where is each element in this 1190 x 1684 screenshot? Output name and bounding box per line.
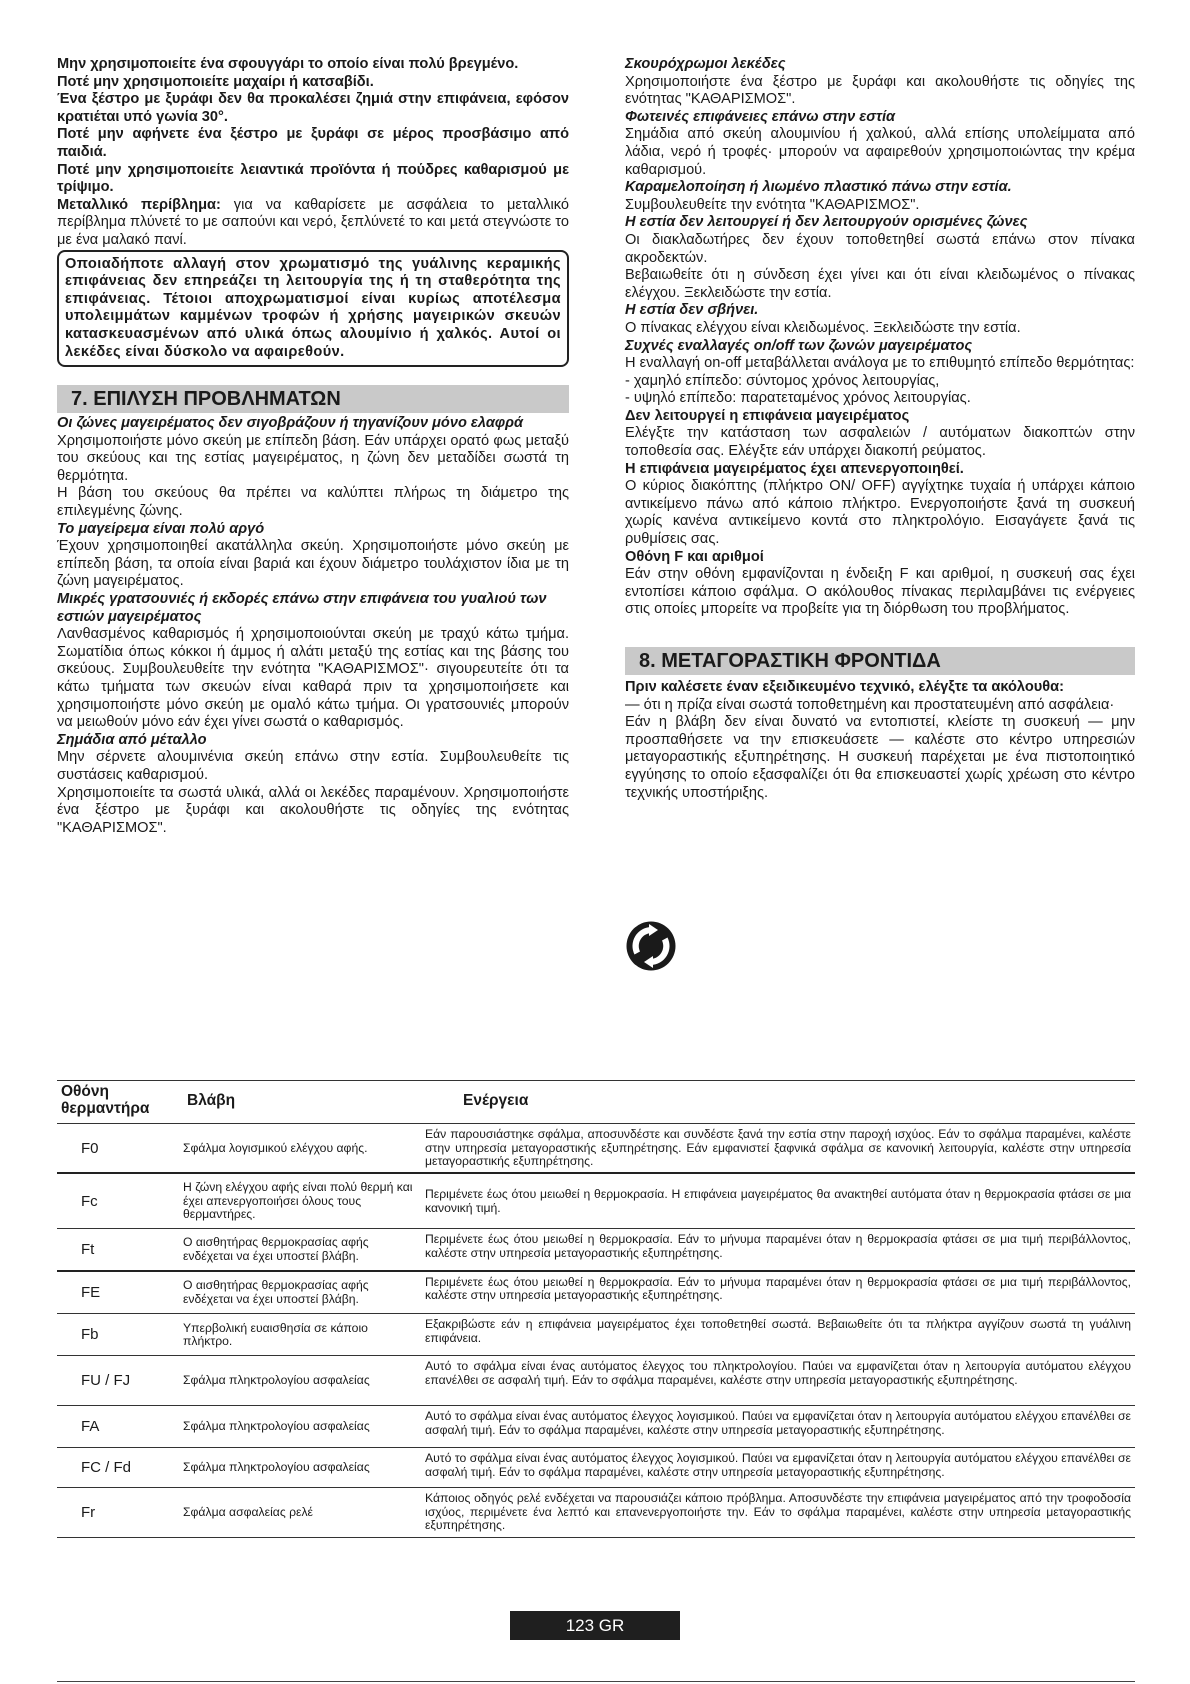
- metal-casing-label: Μεταλλικό περίβλημα:: [57, 196, 221, 213]
- warning-scraper-children: Ποτέ μην αφήνετε ένα ξέστρο με ξυράφι σε μέρος προσβάσιμο από παιδιά.: [57, 126, 569, 160]
- troubleshoot-text-shiny: Σημάδια από σκεύη αλουμινίου ή χαλκού, αλλά επίσης υπολείμματα από λάδια, νερό ή τροφές· μπορούν να αφαιρεθούν χρησιμοποιώντας την κρέμα καθαρισμού.: [625, 126, 1135, 178]
- error-code: FU / FJ: [57, 1356, 179, 1406]
- page-number: 123 GR: [510, 1611, 680, 1640]
- troubleshoot-text-dark-stains: Χρησιμοποιήστε ένα ξέστρο με ξυράφι και ακολουθήστε τις οδηγίες της ενότητας "ΚΑΘΑΡΙΣΜΟΣ".: [625, 73, 1135, 108]
- error-action: Περιμένετε έως ότου μειωθεί η θερμοκρασία. Εάν το μήνυμα παραμένει όταν η θερμοκρασία φτάσει σε μια τιμή περιβάλλοντος, καλέστε στην υπηρεσία μεταγοραστικής εξυπηρέτησης.: [421, 1271, 1135, 1314]
- error-fault: Σφάλμα πληκτρολογίου ασφαλείας: [179, 1356, 421, 1406]
- error-action: Εξακριβώστε εάν η επιφάνεια μαγειρέματος έχει τοποθετηθεί σωστά. Βεβαιωθείτε ότι τα πλήκτρα αγγίζουν σωστά τη γυάλινη επιφάνεια.: [421, 1314, 1135, 1356]
- after-sales-text-1: — ότι η πρίζα είναι σωστά τοποθετημένη και προστατευμένη από ασφάλεια·: [625, 696, 1115, 713]
- troubleshoot-text-metal-marks-1: Μην σέρνετε αλουμινένια σκεύη επάνω στην εστία. Συμβουλευθείτε τις συστάσεις καθαρισμού.: [57, 749, 569, 783]
- error-action: Περιμένετε έως ότου μειωθεί η θερμοκρασία. Εάν το μήνυμα παραμένει όταν η θερμοκρασία φτάσει σε μια τιμή περιβάλλοντος, καλέστε στην υπηρεσία μεταγοραστικής εξυπηρέτησης.: [421, 1229, 1135, 1271]
- troubleshoot-heading-switched-off: Η επιφάνεια μαγειρέματος έχει απενεργοποιηθεί.: [625, 460, 964, 477]
- table-row: [57, 1356, 1135, 1406]
- table-row: [57, 1271, 1135, 1314]
- error-fault: Σφάλμα πληκτρολογίου ασφαλείας: [179, 1406, 421, 1448]
- troubleshoot-heading-caramel: Καραμελοποίηση ή λιωμένο πλαστικό πάνω στην εστία.: [625, 179, 1012, 196]
- troubleshoot-text-f-display: Εάν στην οθόνη εμφανίζονται η ένδειξη F και αριθμοί, η συσκευή σας έχει εντοπίσει κάποιο σφάλμα. Ο ακόλουθος πίνακας περιλαμβάνει τις ενέργειες στις οποίες μπορείτε να προβείτε για τη διόρθωση του προβλήματος.: [625, 566, 1135, 618]
- troubleshoot-heading-slow: Το μαγείρεμα είναι πολύ αργό: [57, 520, 265, 537]
- error-code: FA: [57, 1406, 179, 1448]
- table-row: [57, 1229, 1135, 1271]
- right-column: [625, 56, 1135, 802]
- discoloration-notice: Οποιαδήποτε αλλαγή στον χρωματισμό της γυάλινης κεραμικής επιφάνειας δεν επηρεάζει τη λειτουργία της ή τη σταθερότητα της επιφάνειας. Τέτοιοι αποχρωματισμοί είναι κυρίως αποτέλεσμα υπολειμμάτων καμμένων τροφών ή χρήσης μαγειρικών σκευών κατασκευασμένων από υλικά όπως αλουμίνιο ή χαλκός. Αυτοί οι λεκέδες είναι δύσκολο να αφαιρεθούν.: [57, 250, 569, 368]
- warning-abrasives: Ποτέ μην χρησιμοποιείτε λειαντικά προϊόντα ή πούδρες καθαρισμού με τρίψιμο.: [57, 161, 569, 196]
- error-codes-table: [57, 1080, 1135, 1538]
- error-action: Αυτό το σφάλμα είναι ένας αυτόματος έλεγχος λογισμικού. Παύει να εμφανίζεται όταν η λειτουργία αυτόματου ελέγχου επανέλθει σε ασφαλή τιμή. Εάν το σφάλμα παραμένει, καλέστε στην υπηρεσία μεταγοραστικής εξυπηρέτησης.: [421, 1448, 1135, 1488]
- section-8-title: 8. ΜΕΤΑΓΟΡΑΣΤΙΚΗ ΦΡΟΝΤΙΔΑ: [625, 647, 1135, 675]
- error-code: Fb: [57, 1314, 179, 1356]
- troubleshoot-heading-dark-stains: Σκουρόχρωμοι λεκέδες: [625, 56, 786, 72]
- troubleshoot-text-metal-marks-2: Χρησιμοποιείτε τα σωστά υλικά, αλλά οι λεκέδες παραμένουν. Χρησιμοποιήστε ένα ξέστρο με ξυράφι και ακολουθήστε τις οδηγίες της ενότητας "ΚΑΘΑΡΙΣΜΟΣ".: [57, 784, 569, 836]
- error-code: Ft: [57, 1229, 179, 1271]
- header-display: Οθόνη θερμαντήρα: [57, 1081, 179, 1124]
- table-header-row: [57, 1081, 1135, 1124]
- error-action: Αυτό το σφάλμα είναι ένας αυτόματος έλεγχος λογισμικού. Παύει να εμφανίζεται όταν η λειτουργία αυτόματου ελέγχου επανέλθει σε ασφαλή τιμή. Εάν το σφάλμα παραμένει, καλέστε στην υπηρεσία μεταγοραστικής εξυπηρέτησης.: [421, 1406, 1135, 1448]
- troubleshoot-heading-not-working: Η εστία δεν λειτουργεί ή δεν λειτουργούν ορισμένες ζώνες: [625, 214, 1028, 231]
- warning-scraper-angle: Ένα ξέστρο με ξυράφι δεν θα προκαλέσει ζημιά στην επιφάνεια, εφόσον κρατιέται υπό γωνία 30°.: [57, 91, 569, 125]
- table-row: [57, 1406, 1135, 1448]
- table-row: [57, 1488, 1135, 1538]
- after-sales-text-2: Εάν η βλάβη δεν είναι δυνατό να εντοπιστεί, κλείστε τη συσκευή — μην προσπαθήσετε να την επισκευάσετε — καλέστε στο κέντρο υπηρεσιών μεταγοραστικής εξυπηρέτησης. Η συσκευή παρέχεται με ένα πιστοποιητικό εγγύησης το οποίο εξασφαλίζει ότι θα επισκευαστεί χωρίς χρέωση στο κέντρο τεχνικής υποστήριξης.: [625, 714, 1135, 801]
- error-fault: Ο αισθητήρας θερμοκρασίας αφής ενδέχεται να έχει υποστεί βλάβη.: [179, 1229, 421, 1271]
- troubleshoot-heading-shiny: Φωτεινές επιφάνειες επάνω στην εστία: [625, 108, 896, 125]
- green-dot-recycle-icon: [625, 920, 677, 972]
- metal-casing-text: για να καθαρίσετε με ασφάλεια το μεταλλικό περίβλημα πλύνετέ το με σαπούνι και νερό, ξεπλύνετέ το και μετά στεγνώστε το με ένα μαλακό πανί.: [57, 196, 569, 248]
- troubleshoot-heading-no-power: Δεν λειτουργεί η επιφάνεια μαγειρέματος: [625, 407, 910, 424]
- error-code: FC / Fd: [57, 1448, 179, 1488]
- table-row: [57, 1314, 1135, 1356]
- header-fault: Βλάβη: [179, 1081, 421, 1124]
- troubleshoot-heading-not-off: Η εστία δεν σβήνει.: [625, 302, 759, 319]
- troubleshoot-heading-scratches: Μικρές γρατσουνιές ή εκδορές επάνω στην επιφάνεια του γυαλιού των εστιών μαγειρέματος: [57, 591, 547, 625]
- troubleshoot-text-simmer-2: Η βάση του σκεύους θα πρέπει να καλύπτει πλήρως τη διάμετρο της επιλεγμένης ζώνης.: [57, 485, 569, 520]
- troubleshoot-text-onoff-low: - χαμηλό επίπεδο: σύντομος χρόνος λειτουργίας,: [625, 372, 940, 389]
- table-row: [57, 1173, 1135, 1229]
- after-sales-lead: Πριν καλέσετε έναν εξειδικευμένο τεχνικό, ελέγξτε τα ακόλουθα:: [625, 679, 1064, 695]
- error-fault: Ο αισθητήρας θερμοκρασίας αφής ενδέχεται να έχει υποστεί βλάβη.: [179, 1271, 421, 1314]
- error-code: F0: [57, 1124, 179, 1173]
- troubleshoot-text-caramel: Συμβουλευθείτε την ενότητα "ΚΑΘΑΡΙΣΜΟΣ".: [625, 196, 920, 213]
- error-action: Κάποιος οδηγός ρελέ ενδέχεται να παρουσιάζει κάποιο πρόβλημα. Αποσυνδέστε την επιφάνεια μαγειρέματος από την τροφοδοσία ισχύος, περιμένετε ένα λεπτό και επανενεργοποιήστε την. Εάν το σφάλμα παραμένει, καλέστε στην υπηρεσία μεταγοραστικής εξυπηρέτησης.: [421, 1488, 1135, 1538]
- left-column: [57, 56, 569, 837]
- error-fault: Σφάλμα λογισμικού ελέγχου αφής.: [179, 1124, 421, 1173]
- warning-sponge: Μην χρησιμοποιείτε ένα σφουγγάρι το οποίο είναι πολύ βρεγμένο.: [57, 56, 519, 72]
- error-code: Fr: [57, 1488, 179, 1538]
- error-fault: Η ζώνη ελέγχου αφής είναι πολύ θερμή και έχει απενεργοποιήσει όλους τους θερμαντήρες.: [179, 1173, 421, 1229]
- troubleshoot-heading-f-display: Οθόνη F και αριθμοί: [625, 548, 764, 565]
- error-action: Εάν παρουσιάστηκε σφάλμα, αποσυνδέστε και συνδέστε ξανά την εστία στην παροχή ισχύος. Εάν το σφάλμα παραμένει, καλέστε στην υπηρεσία μεταγοραστικής εξυπηρέτησης. Εάν εμφανιστεί ξαφνικά σφάλμα σε κανονική λειτουργία, καλέστε στην υπηρεσία μεταγοραστικής εξυπηρέτησης.: [421, 1124, 1135, 1173]
- error-code: Fc: [57, 1173, 179, 1229]
- table-row: [57, 1124, 1135, 1173]
- troubleshoot-text-scratches: Λανθασμένος καθαρισμός ή χρησιμοποιούνται σκεύη με τραχύ κάτω τμήμα. Σωματίδια όπως κόκκοι ή άμμος ή αλάτι μεταξύ της εστίας και της βάσης του σκεύους. Συμβουλευθείτε την ενότητα "ΚΑΘΑΡΙΣΜΟΣ"· σιγουρευτείτε ότι τα κάτω τμήματα των σκευών είναι καθαρά πριν τα χρησιμοποιήσετε και χρησιμοποιήστε μόνο σκεύη με ομαλό κάτω τμήμα. Οι γρατσουνιές μπορούν να μειωθούν μόνο εάν έχει γίνει σωστά ο καθαρισμός.: [57, 626, 569, 731]
- error-fault: Υπερβολική ευαισθησία σε κάποιο πλήκτρο.: [179, 1314, 421, 1356]
- troubleshoot-heading-metal-marks: Σημάδια από μέταλλο: [57, 731, 207, 748]
- troubleshoot-text-switched-off: Ο κύριος διακόπτης (πλήκτρο ON/ OFF) αγγίχτηκε τυχαία ή υπάρχει κάποιο αντικείμενο πάνω από κάποιο πλήκτρο. Ενεργοποιήστε ξανά τη συσκευή χωρίς κανένα αντικείμενο κοντά στο πληκτρολόγιο. Εισαγάγετε ξανά τις ρυθμίσεις σας.: [625, 478, 1135, 548]
- error-action: Αυτό το σφάλμα είναι ένας αυτόματος έλεγχος του πληκτρολογίου. Παύει να εμφανίζεται όταν η λειτουργία αυτόματου ελέγχου επανέλθει σε ασφαλή τιμή. Εάν το σφάλμα παραμένει, καλέστε στην υπηρεσία μεταγοραστικής εξυπηρέτησης.: [421, 1356, 1135, 1406]
- warning-knife: Ποτέ μην χρησιμοποιείτε μαχαίρι ή κατσαβίδι.: [57, 73, 374, 90]
- error-fault: Σφάλμα πληκτρολογίου ασφαλείας: [179, 1448, 421, 1488]
- header-action: Ενέργεια: [421, 1081, 1135, 1124]
- troubleshoot-heading-simmer: Οι ζώνες μαγειρέματος δεν σιγοβράζουν ή τηγανίζουν μόνο ελαφρά: [57, 415, 524, 432]
- troubleshoot-text-onoff: Η εναλλαγή on-off μεταβάλλεται ανάλογα με το επιθυμητό επίπεδο θερμότητας:: [625, 355, 1135, 372]
- troubleshoot-text-not-working-2: Βεβαιωθείτε ότι η σύνδεση έχει γίνει και ότι είναι κλειδωμένος ο πίνακας ελέγχου. Ξεκλειδώστε την εστία.: [625, 267, 1135, 301]
- section-7-title: 7. ΕΠΙΛΥΣΗ ΠΡΟΒΛΗΜΑΤΩΝ: [57, 385, 569, 413]
- troubleshoot-text-no-power: Ελέγξτε την κατάσταση των ασφαλειών / αυτόματων διακοπτών στην τοποθεσία σας. Ελέγξτε εάν υπάρχει διακοπή ρεύματος.: [625, 425, 1135, 460]
- troubleshoot-text-not-off: Ο πίνακας ελέγχου είναι κλειδωμένος. Ξεκλειδώστε την εστία.: [625, 319, 1021, 336]
- error-action: Περιμένετε έως ότου μειωθεί η θερμοκρασία. Η επιφάνεια μαγειρέματος θα ανακτηθεί αυτόματα όταν η θερμοκρασία φτάσει σε μια κανονική τιμή.: [421, 1173, 1135, 1229]
- table-row: [57, 1448, 1135, 1488]
- troubleshoot-text-not-working-1: Οι διακλαδωτήρες δεν έχουν τοποθετηθεί σωστά επάνω στον πίνακα ακροδεκτών.: [625, 231, 1135, 266]
- error-fault: Σφάλμα ασφαλείας ρελέ: [179, 1488, 421, 1538]
- metal-casing-paragraph: [57, 197, 569, 250]
- footer-divider: [57, 1681, 1135, 1682]
- troubleshoot-text-simmer-1: Χρησιμοποιήστε μόνο σκεύη με επίπεδη βάση. Εάν υπάρχει ορατό φως μεταξύ του σκεύους και της εστίας μαγειρέματος, η ζώνη δεν μεταδίδει σωστά τη θερμότητα.: [57, 432, 569, 484]
- troubleshoot-text-onoff-high: - υψηλό επίπεδο: παρατεταμένος χρόνος λειτουργίας.: [625, 390, 971, 407]
- troubleshoot-heading-onoff: Συχνές εναλλαγές on/off των ζωνών μαγειρέματος: [625, 337, 973, 354]
- error-code: FE: [57, 1271, 179, 1314]
- troubleshoot-text-slow: Έχουν χρησιμοποιηθεί ακατάλληλα σκεύη. Χρησιμοποιήστε μόνο σκεύη με επίπεδη βάση, τα οποία είναι βαριά και έχουν διάμετρο τουλάχιστον ίδια με τη ζώνη μαγειρέματος.: [57, 538, 569, 590]
